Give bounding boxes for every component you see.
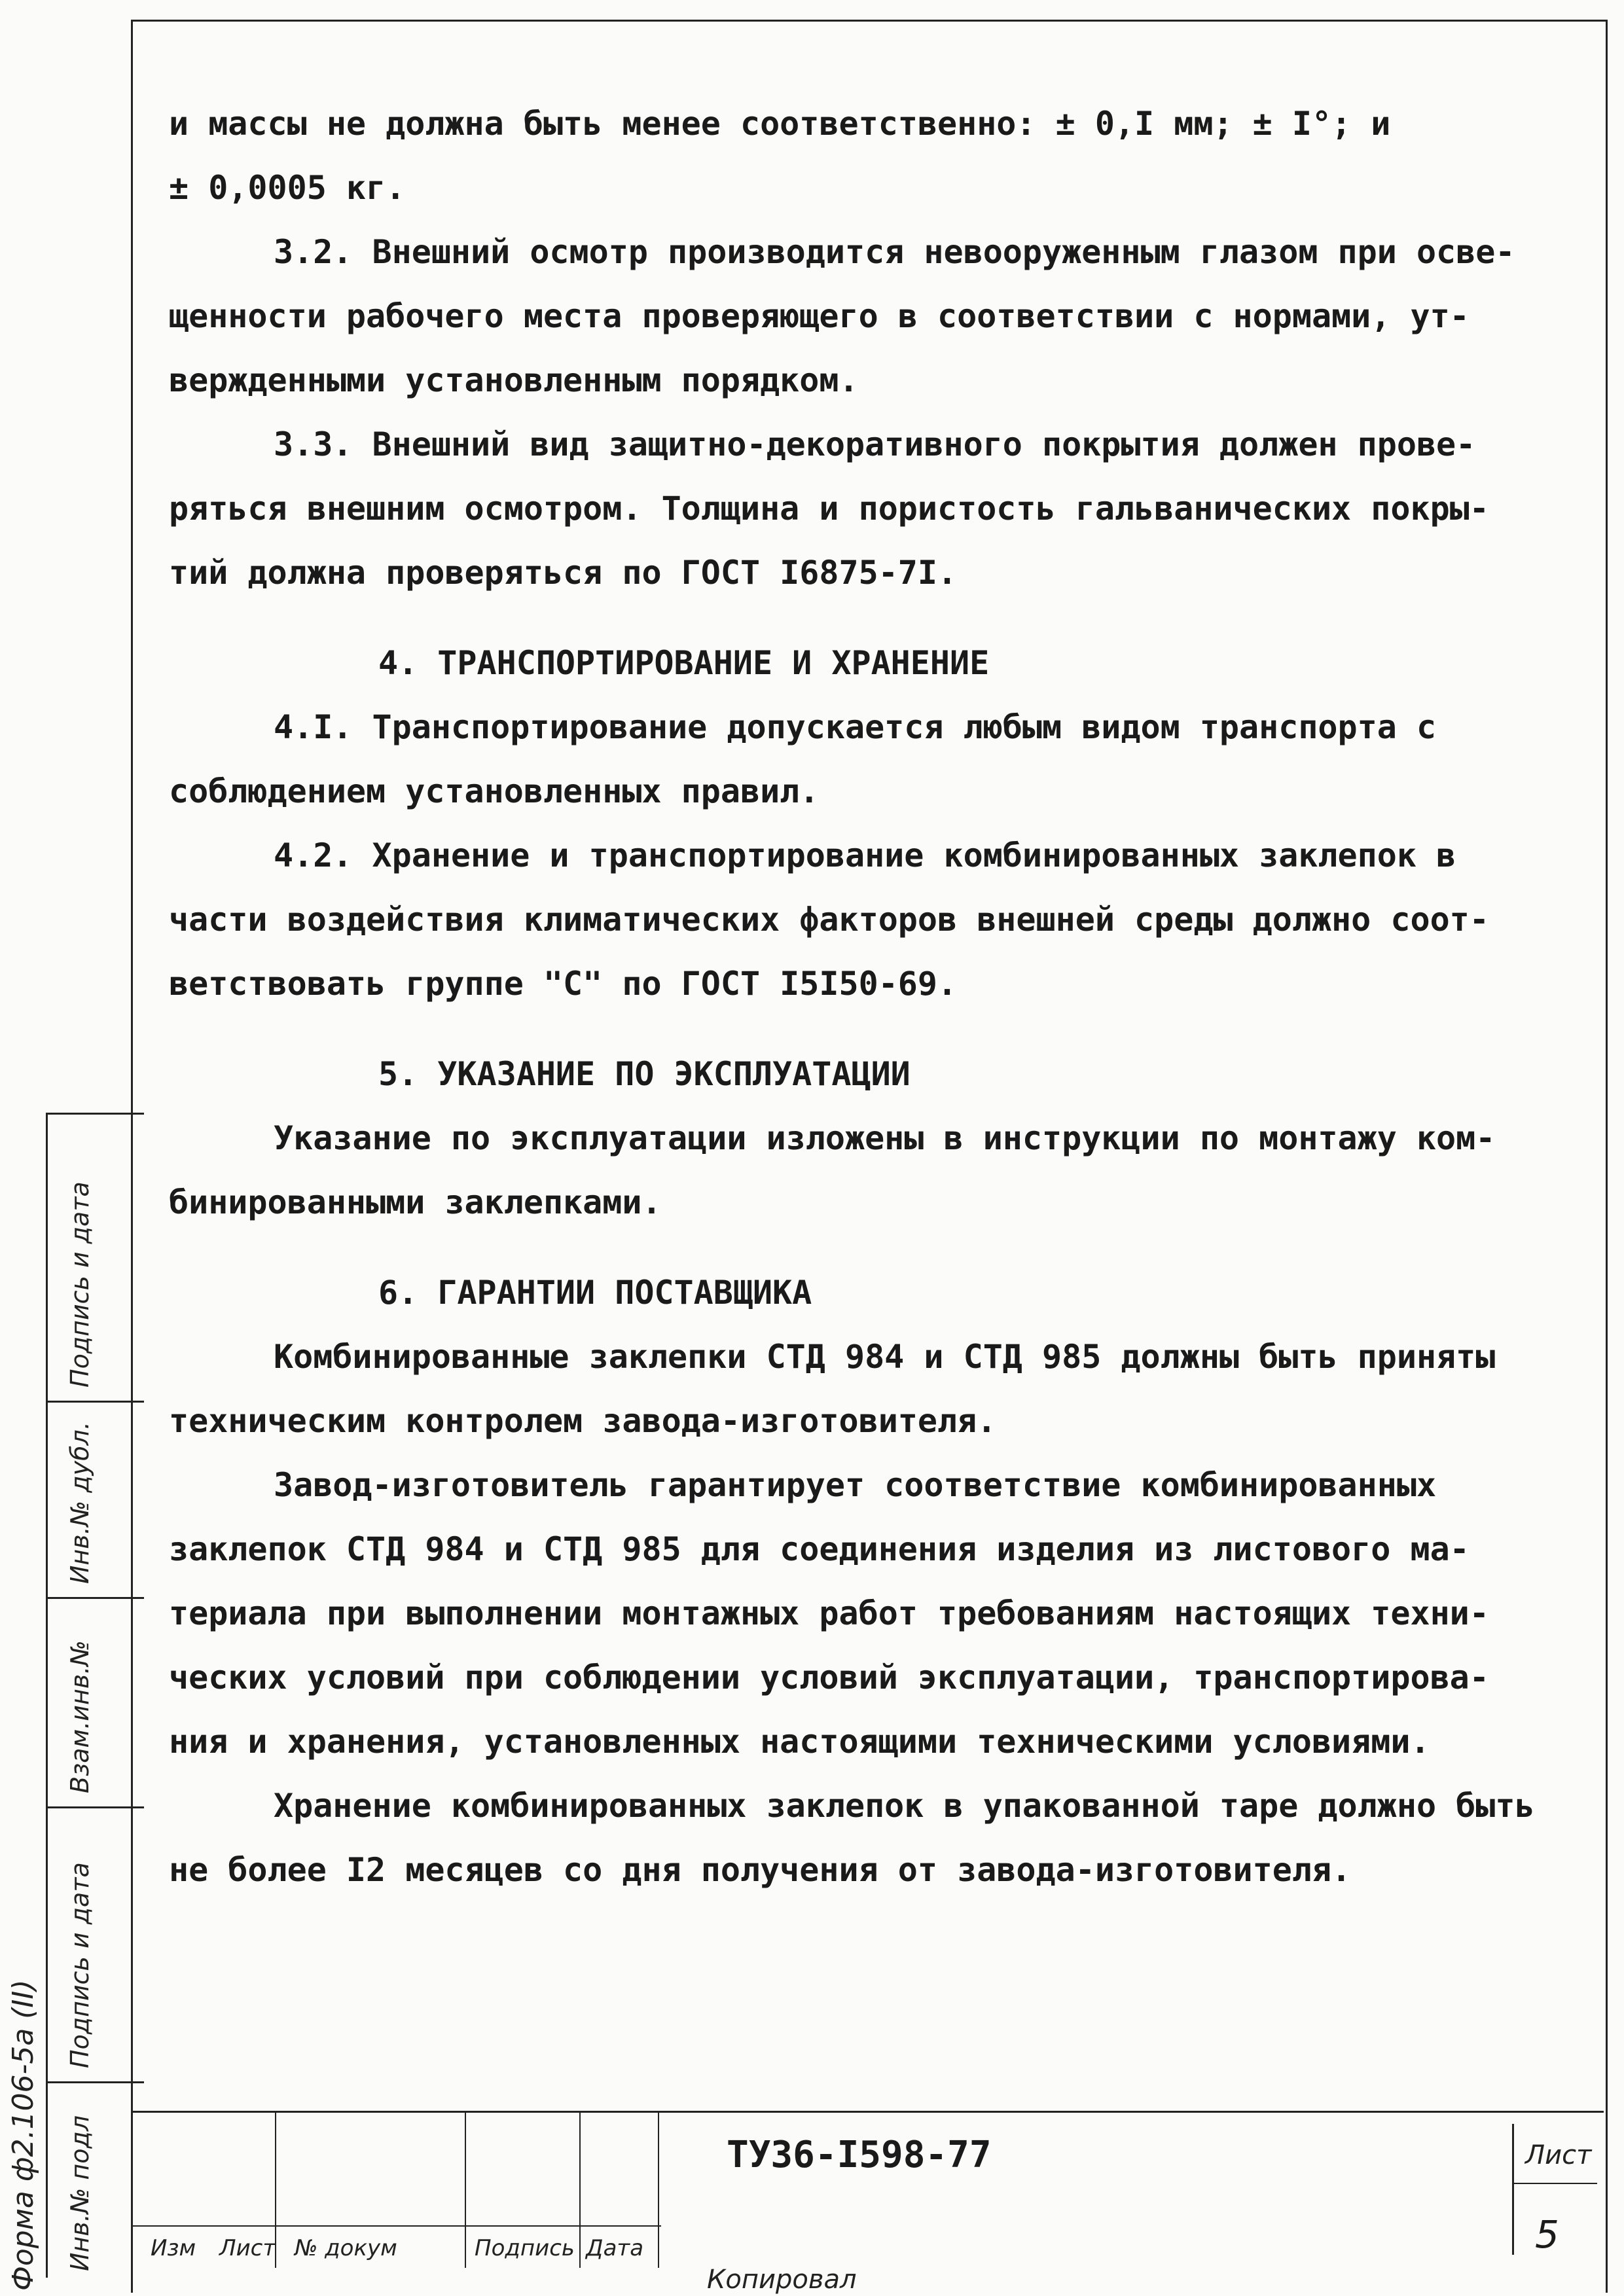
- side-label-inv-dubl: Инв.№ дубл.: [65, 1422, 94, 1584]
- text-line: бинированными заклепками.: [169, 1183, 662, 1221]
- text-line: ± 0,0005 кг.: [169, 169, 406, 207]
- label-podpis: Подпись: [475, 2235, 575, 2261]
- text-line: териала при выполнении монтажных работ требованиям настоящих техни-: [169, 1594, 1489, 1632]
- side-label-podpis-data: Подпись и дата: [65, 1862, 94, 2068]
- text-line: Комбинированные заклепки СТД 984 и СТД 985 должны быть приняты: [274, 1338, 1496, 1376]
- text-line: ряться внешним осмотром. Толщина и пористость гальванических покры-: [169, 490, 1489, 528]
- text-line: соблюдением установленных правил.: [169, 772, 820, 810]
- text-line: ветствовать группе "С" по ГОСТ I5I50-69.: [169, 965, 958, 1003]
- side-stamp-divider: [46, 1806, 144, 1808]
- section-4-heading: 4. ТРАНСПОРТИРОВАНИЕ И ХРАНЕНИЕ: [378, 644, 990, 682]
- text-line: техническим контролем завода-изготовителя.: [169, 1402, 997, 1440]
- sheet-number: 5: [1535, 2212, 1559, 2257]
- text-line: Указание по эксплуатации изложены в инструкции по монтажу ком-: [274, 1119, 1496, 1157]
- text-line: щенности рабочего места проверяющего в соответствии с нормами, ут-: [169, 297, 1470, 335]
- side-stamp-divider: [46, 1597, 144, 1599]
- text-line: заклепок СТД 984 и СТД 985 для соединения изделия из листового ма-: [169, 1530, 1470, 1568]
- text-line: ческих условий при соблюдении условий эксплуатации, транспортирова-: [169, 1659, 1489, 1696]
- title-block-row-line: [131, 2225, 661, 2227]
- title-block-divider: [579, 2111, 581, 2268]
- label-n-dokum: № докум: [295, 2235, 397, 2261]
- side-label-vzam-inv: Взам.инв.№: [65, 1640, 94, 1793]
- text-line: Хранение комбинированных заклепок в упакованной таре должно быть: [274, 1787, 1535, 1825]
- text-line: не более I2 месяцев со дня получения от завода-изготовителя.: [169, 1851, 1352, 1889]
- side-label-inv-podl: Инв.№ подл: [65, 2115, 94, 2271]
- side-stamp-divider: [46, 1113, 144, 1115]
- form-number: Форма ф2.106-5а (II): [7, 1979, 40, 2291]
- clause-3-2: 3.2. Внешний осмотр производится невооруженным глазом при осве-: [274, 233, 1515, 271]
- label-data: Дата: [586, 2235, 644, 2261]
- side-stamp-divider: [46, 2081, 144, 2083]
- title-block-divider: [465, 2111, 466, 2268]
- title-block-divider: [658, 2111, 659, 2268]
- side-label-podpis-data: Подпись и дата: [65, 1181, 94, 1388]
- text-line: Завод-изготовитель гарантирует соответствие комбинированных: [274, 1466, 1437, 1504]
- clause-4-2: 4.2. Хранение и транспортирование комбинированных заклепок в: [274, 836, 1456, 874]
- text-line: тий должна проверяться по ГОСТ I6875-7I.: [169, 554, 958, 592]
- document-body: [169, 92, 1589, 1902]
- side-stamp-divider: [46, 1401, 144, 1403]
- document-code: ТУ36-I598-77: [727, 2134, 992, 2176]
- clause-3-3: 3.3. Внешний вид защитно-декоративного покрытия должен прове-: [274, 425, 1476, 463]
- clause-4-1: 4.I. Транспортирование допускается любым видом транспорта с: [274, 708, 1437, 746]
- text-line: части воздействия климатических факторов внешней среды должно соот-: [169, 901, 1489, 939]
- copied-by-label: Копировал: [707, 2265, 857, 2295]
- section-6-heading: 6. ГАРАНТИИ ПОСТАВЩИКА: [378, 1274, 812, 1312]
- label-izm: Изм: [151, 2235, 196, 2261]
- text-line: ния и хранения, установленных настоящими техническими условиями.: [169, 1723, 1430, 1761]
- section-5-heading: 5. УКАЗАНИЕ ПО ЭКСПЛУАТАЦИИ: [378, 1055, 911, 1093]
- sheet-label: Лист: [1525, 2140, 1592, 2170]
- label-list: Лист: [219, 2235, 276, 2261]
- text-line: вержденными установленным порядком.: [169, 361, 859, 399]
- text-line: и массы не должна быть менее соответственно: ± 0,I мм; ± I°; и: [169, 105, 1391, 143]
- sheet-box-divider: [1512, 2183, 1597, 2184]
